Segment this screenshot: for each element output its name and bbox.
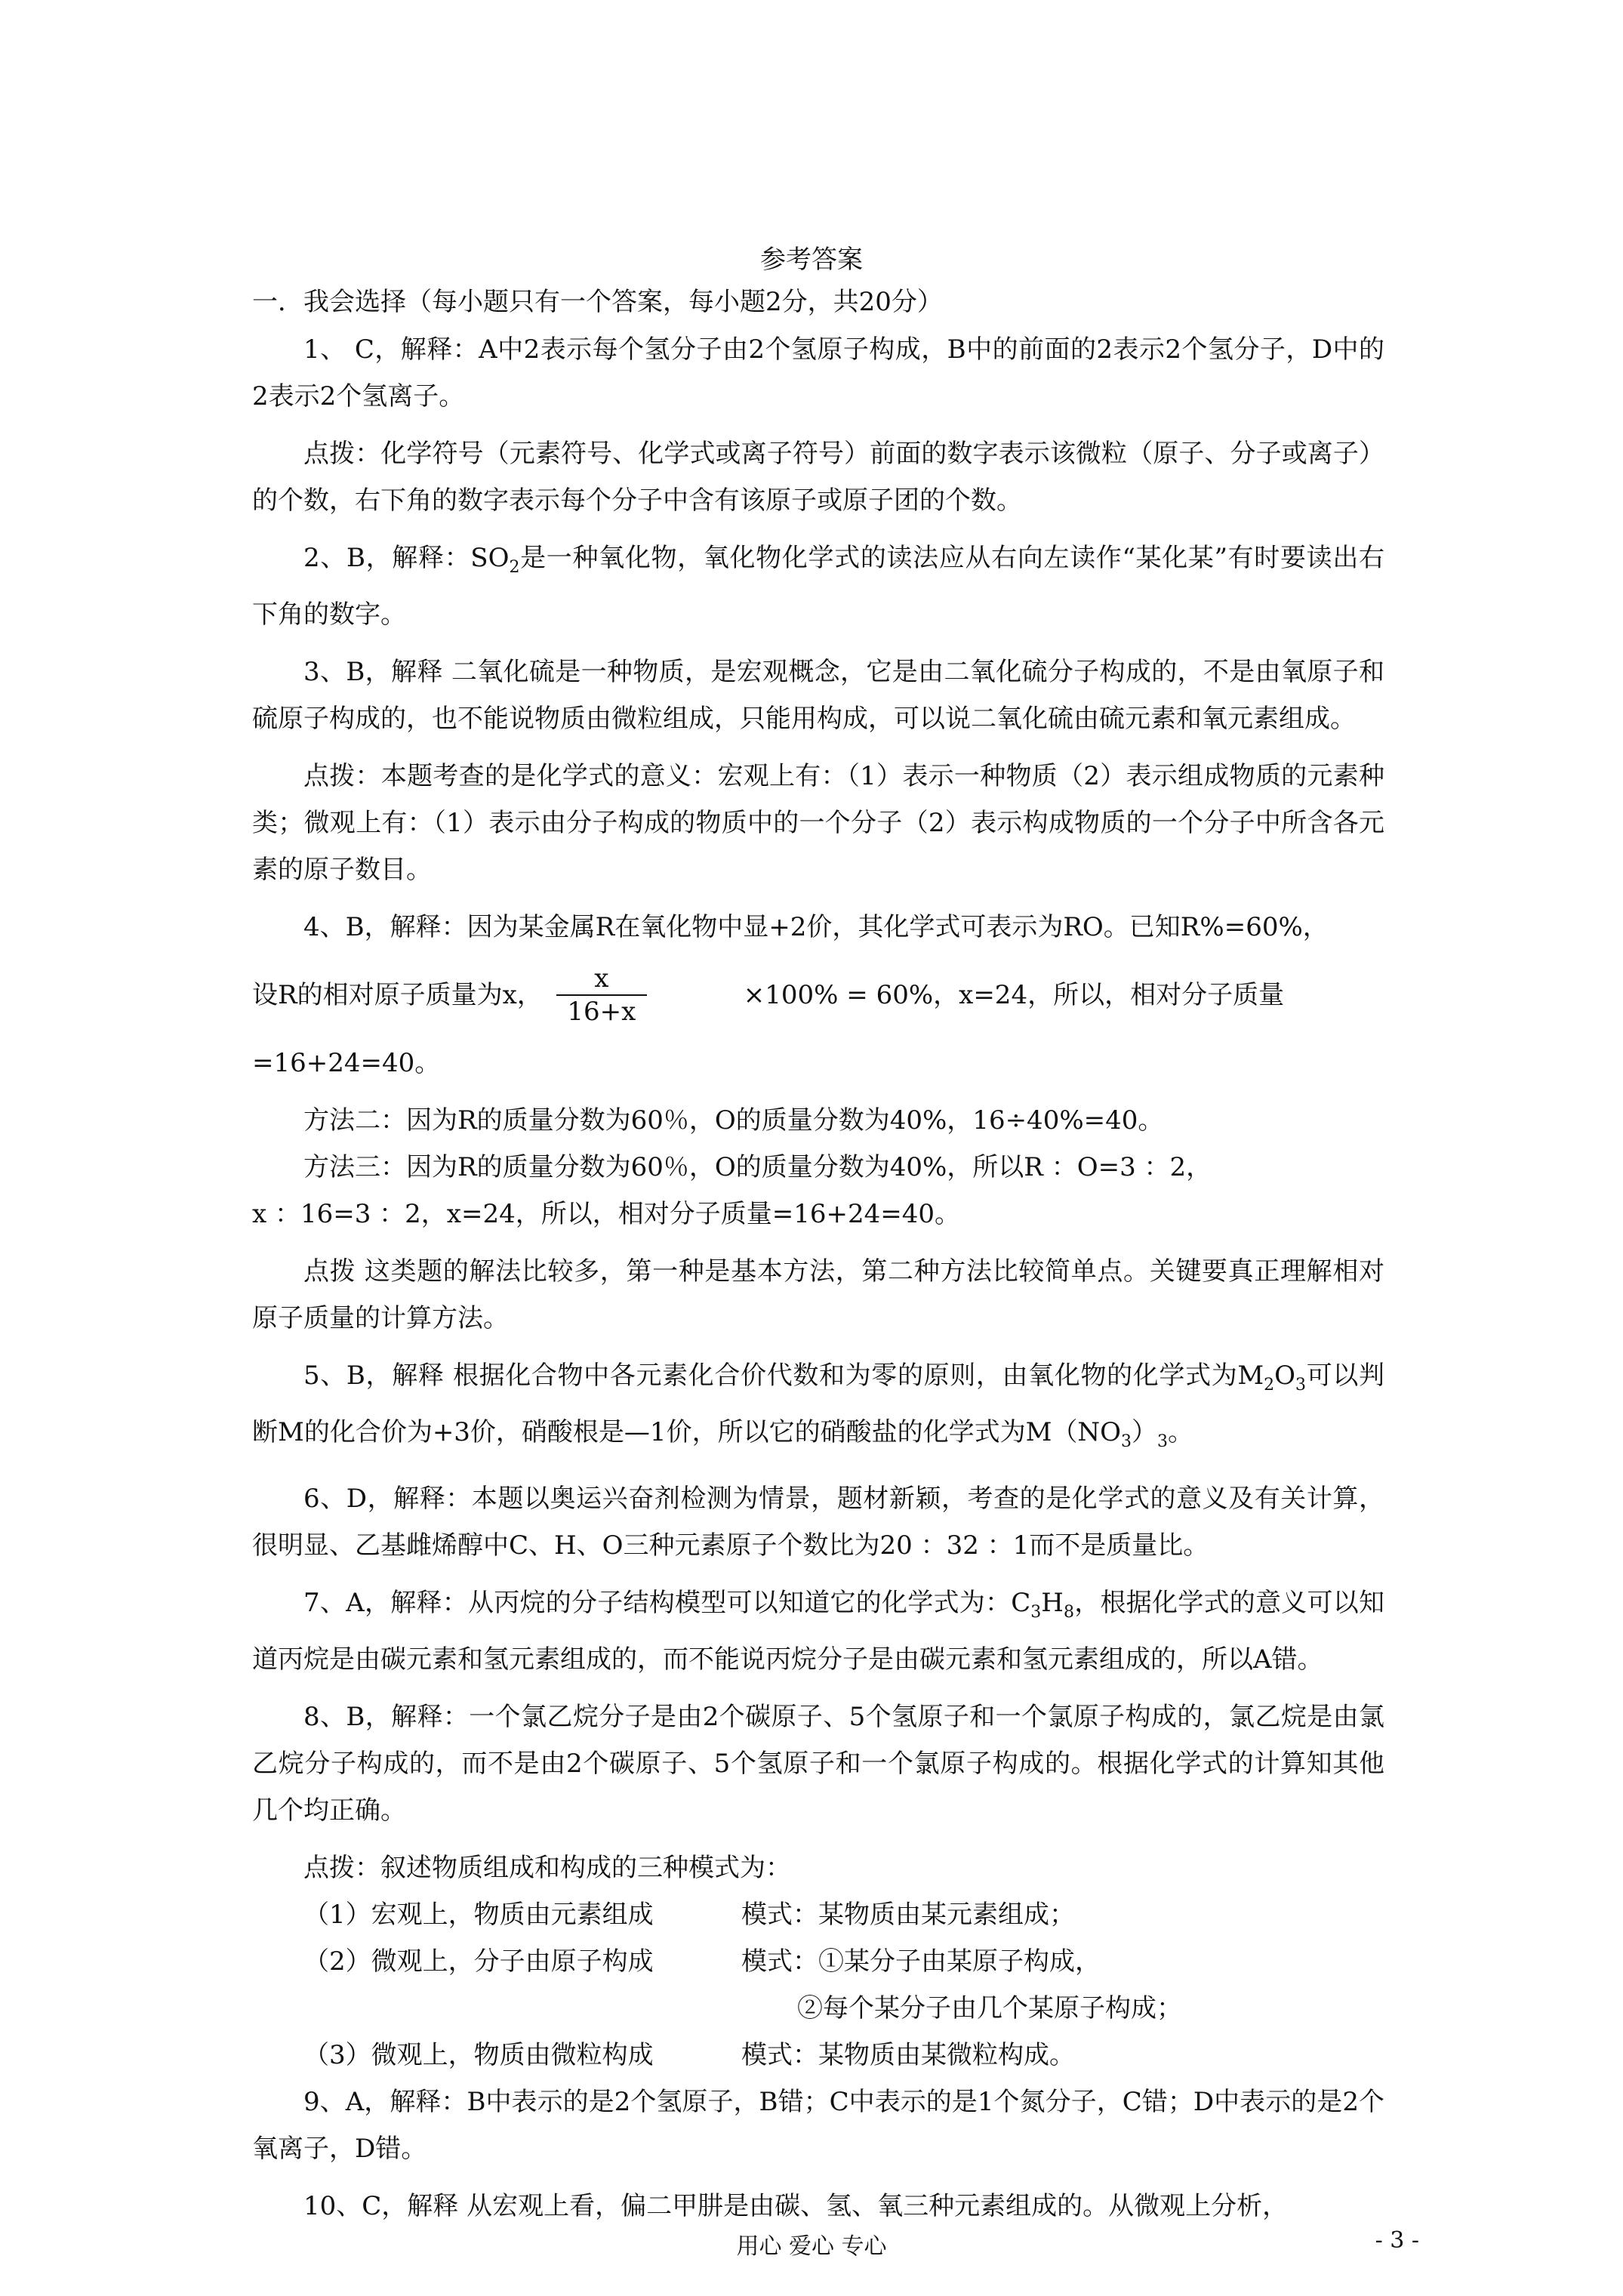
answer-9: 9、A，解释：B中表示的是2个氢原子，B错；C中表示的是1个氮分子，C错；D中表示的是2个氧离子，D错。 — [252, 2087, 1384, 2165]
answer-6: 6、D，解释：本题以奥运兴奋剂检测为情景，题材新颖，考查的是化学式的意义及有关计算，很明显、乙基雌烯醇中C、H、O三种元素原子个数比为20 ：32 ：1而不是质量比。 — [252, 1484, 1384, 1561]
answer-7: 7、A，解释：从丙烷的分子结构模型可以知道它的化学式为：$C_3H_8$，根据化学式的意义可以知道丙烷是由碳元素和氢元素组成的，而不能说丙烷分子是由碳元素和氢元素组成的，所以A错。 — [252, 1588, 1384, 1675]
answer-body — [252, 326, 1384, 2230]
equation-prefix: 设R的相对原子质量为x， — [252, 979, 543, 1010]
method-3: 方法三：因为R的质量分数为60％，O的质量分数为40%，所以R ：O=3 ：2， — [303, 1151, 1212, 1182]
section-heading: 一．我会选择（每小题只有一个答案，每小题2分，共20分） — [252, 287, 943, 317]
tip-4: 点拨：叙述物质组成和构成的三种模式为： — [303, 1853, 791, 1884]
fraction-numerator: x — [556, 963, 647, 996]
answer-8: 8、B，解释：一个氯乙烷分子是由2个碳原子、5个氢原子和一个氯原子构成的，氯乙烷是由氯乙烷分子构成的，而不是由2个碳原子、5个氢原子和一个氯原子构成的。根据化学式的计算知其他几个均正确。 — [252, 1702, 1384, 1826]
tip-1: 点拨：化学符号（元素符号、化学式或离子符号）前面的数字表示该微粒（原子、分子或离子）的个数，右下角的数字表示每个分子中含有该原子或原子团的个数。 — [252, 439, 1384, 516]
answer-1: 1、 C，解释：A中2表示每个氢分子由2个氢原子构成，B中的前面的2表示2个氢分子，D中的2表示2个氢离子。 — [252, 334, 1384, 411]
page-title: 参考答案 — [760, 245, 863, 275]
mode-row-1: （1）宏观上，物质由元素组成 模式：某物质由某元素组成； — [303, 1900, 1075, 1931]
fraction-denominator: 16+x — [567, 996, 636, 1027]
equation-suffix: ×100% = 60%，x=24，所以，相对分子质量 — [743, 979, 1285, 1010]
tip-2: 点拨：本题考查的是化学式的意义：宏观上有：（1）表示一种物质（2）表示组成物质的元素种类；微观上有：（1）表示由分子构成的物质中的一个分子（2）表示构成物质的一个分子中所含各元素的原子数目。 — [252, 760, 1384, 885]
answer-4: 4、B，解释：因为某金属R在氧化物中显+2价，其化学式可表示为RO。已知R%=60%， — [303, 911, 1329, 942]
mode-row-2: （2）微观上，分子由原子构成 模式：①某分子由某原子构成， — [303, 1946, 1101, 1977]
answer-10: 10、C，解释 从宏观上看，偏二甲肼是由碳、氢、氧三种元素组成的。从微观上分析， — [303, 2191, 1289, 2222]
equation-continuation: =16+24=40。 — [252, 1047, 441, 1078]
mode-row-3: （3）微观上，物质由微粒构成 模式：某物质由某微粒构成。 — [303, 2040, 1075, 2071]
mode-row-2-cont: ②每个某分子由几个某原子构成； — [797, 1993, 1182, 2024]
fraction-equation — [252, 951, 1384, 1040]
method-3-cont: x ：16=3 ：2，x=24，所以，相对分子质量=16+24=40。 — [252, 1198, 960, 1229]
tip-3: 点拨 这类题的解法比较多，第一种是基本方法，第二种方法比较简单点。关键要真正理解相对原子质量的计算方法。 — [252, 1256, 1384, 1333]
answer-5: 5、B，解释 根据化合物中各元素化合价代数和为零的原则，由氧化物的化学式为$M_2O_3$可以判断M的化合价为+3价，硝酸根是—1价，所以它的硝酸盐的化学式为$M(NO_3)_3$。 — [252, 1360, 1384, 1451]
answer-2: 2、B，解释：$SO_2$是一种氧化物，氧化物化学式的读法应从右向左读作“某化某”有时要读出右下角的数字。 — [252, 543, 1384, 630]
footer-motto: 用心 爱心 专心 — [736, 2233, 887, 2260]
fraction — [556, 963, 647, 1028]
answer-3: 3、B，解释 二氧化硫是一种物质，是宏观概念，它是由二氧化硫分子构成的，不是由氧原子和硫原子构成的，也不能说物质由微粒组成，只能用构成，可以说二氧化硫由硫元素和氧元素组成。 — [252, 656, 1384, 734]
method-2: 方法二：因为R的质量分数为60％，O的质量分数为40%，16÷40%=40。 — [303, 1105, 1164, 1136]
page-number: - 3 - — [1375, 2227, 1419, 2254]
